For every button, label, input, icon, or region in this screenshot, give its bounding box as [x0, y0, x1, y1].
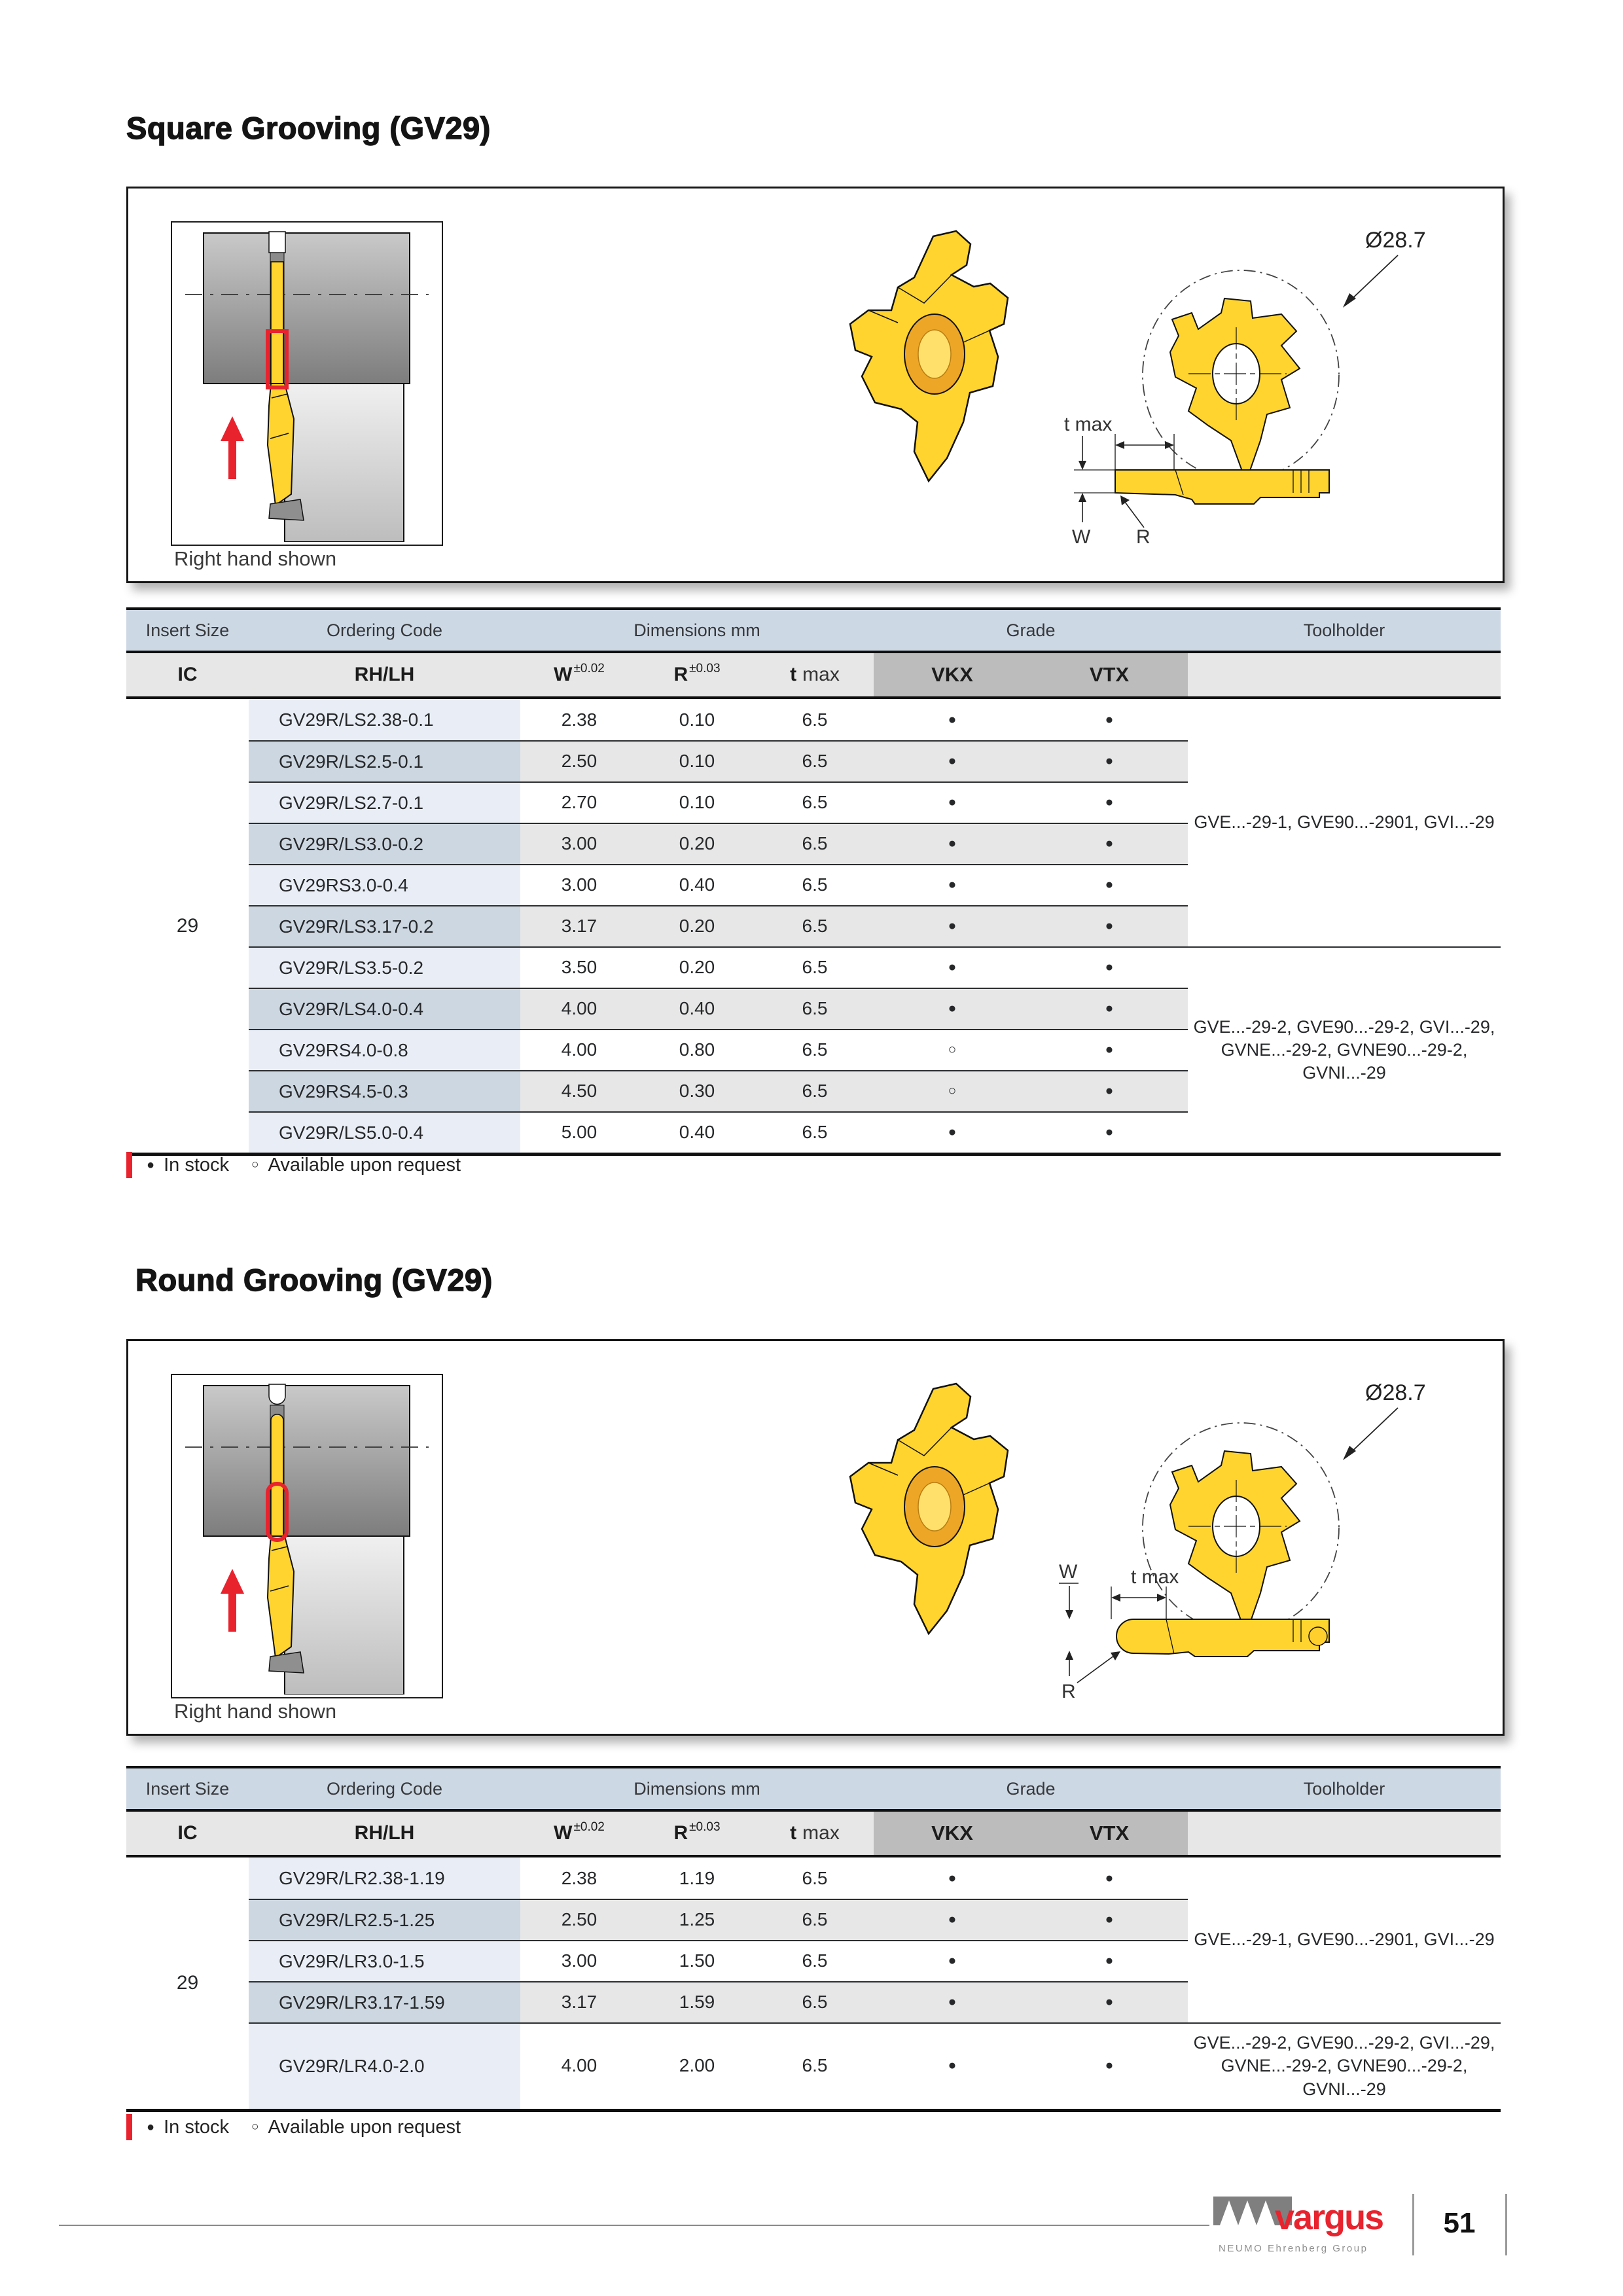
- r-dimension-cell: 1.25: [679, 1909, 715, 1929]
- subheader-rhlh: RH/LH: [354, 1822, 415, 1844]
- vkx-grade-cell: ●: [948, 711, 957, 727]
- toolholder-column: [1188, 1857, 1501, 2109]
- vkx-grade-cell: ●: [948, 1124, 957, 1139]
- col-header-grade: Grade: [1006, 620, 1056, 640]
- w-dimension-cell: 3.00: [561, 1950, 597, 1971]
- tmax-dimension-cell: 6.5: [802, 2055, 828, 2075]
- on-request-label: Available upon request: [268, 1154, 461, 1175]
- vkx-grade-cell: ●: [948, 794, 957, 810]
- in-stock-label: In stock: [164, 1154, 230, 1175]
- toolholder-group-2: GVE...-29-2, GVE90...-29-2, GVI...-29, GVNE...-29-2, GVNE90...-29-2, GVNI...-29: [1188, 946, 1501, 1153]
- caption-right-hand: Right hand shown: [174, 547, 337, 570]
- w-dimension-cell: 5.00: [561, 1121, 597, 1142]
- ordering-code-cell: GV29R/LR4.0-2.0: [249, 2022, 520, 2109]
- grooving-table-square: [126, 607, 1501, 1156]
- w-dimension-cell: 3.17: [561, 915, 597, 936]
- in-stock-label: In stock: [164, 2116, 230, 2138]
- vkx-grade-cell: ●: [948, 1870, 957, 1886]
- vtx-grade-cell: ●: [1105, 1911, 1114, 1927]
- insert-size-value: 29: [176, 1972, 199, 1994]
- tmax-dimension-cell: 6.5: [802, 1867, 828, 1888]
- tmax-dim-label: t max: [1064, 414, 1113, 435]
- ordering-code-cell: GV29R/LS2.38-0.1: [249, 699, 520, 740]
- stock-legend: [126, 2114, 461, 2140]
- subheader-r: R ±0.03: [673, 662, 721, 685]
- vkx-grade-cell: ●: [948, 1000, 957, 1016]
- r-dimension-cell: 0.80: [679, 1039, 715, 1060]
- grooving-cross-section-round-icon: [172, 1375, 439, 1695]
- diameter-label: Ø28.7: [1365, 228, 1426, 253]
- section-title-round: Round Grooving (GV29): [135, 1263, 493, 1297]
- ordering-code-cell: GV29R/LR2.5-1.25: [249, 1899, 520, 1940]
- tmax-dimension-cell: 6.5: [802, 1950, 828, 1971]
- col-header-toolholder: Toolholder: [1303, 620, 1385, 640]
- brand-subtitle: NEUMO Ehrenberg Group: [1219, 2243, 1368, 2254]
- w-dimension-cell: 2.38: [561, 709, 597, 730]
- w-dimension-cell: 3.50: [561, 956, 597, 977]
- w-dimension-cell: 3.00: [561, 874, 597, 895]
- vtx-grade-cell: ●: [1105, 918, 1114, 933]
- vtx-grade-cell: ●: [1105, 2058, 1114, 2073]
- tmax-dimension-cell: 6.5: [802, 997, 828, 1018]
- ordering-code-cell: GV29R/LS2.7-0.1: [249, 781, 520, 823]
- vargus-logo: [1212, 2193, 1408, 2258]
- vtx-grade-cell: ●: [1105, 876, 1114, 892]
- toolholder-column: [1188, 699, 1501, 1153]
- w-dimension-cell: 2.50: [561, 1909, 597, 1929]
- subheader-vkx: VKX: [931, 663, 973, 686]
- col-header-ordering-code: Ordering Code: [326, 620, 443, 640]
- toolholder-group-2: GVE...-29-2, GVE90...-29-2, GVI...-29, GVNE...-29-2, GVNE90...-29-2, GVNI...-29: [1188, 2022, 1501, 2109]
- w-dimension-cell: 4.50: [561, 1080, 597, 1101]
- tmax-dim-label: t max: [1131, 1566, 1179, 1588]
- r-dimension-cell: 0.40: [679, 1121, 715, 1142]
- vtx-grade-cell: ●: [1105, 959, 1114, 975]
- r-dim-label: R: [1061, 1681, 1076, 1702]
- subheader-w: W ±0.02: [554, 662, 605, 685]
- r-dimension-cell: 0.40: [679, 997, 715, 1018]
- stock-legend: [126, 1152, 461, 1178]
- insert-profile-dims-round-icon: [1038, 1557, 1365, 1721]
- grooving-table-round: [126, 1766, 1501, 2112]
- r-dimension-cell: 0.40: [679, 874, 715, 895]
- tmax-dimension-cell: 6.5: [802, 1080, 828, 1101]
- legend-red-bar-icon: [126, 2114, 132, 2140]
- section-title-square: Square Grooving (GV29): [126, 111, 491, 145]
- r-dimension-cell: 0.10: [679, 791, 715, 812]
- col-header-insert-size: Insert Size: [145, 1778, 230, 1799]
- ordering-code-cell: GV29RS4.0-0.8: [249, 1029, 520, 1070]
- vtx-grade-cell: ●: [1105, 1124, 1114, 1139]
- tmax-dimension-cell: 6.5: [802, 1991, 828, 2012]
- tmax-dimension-cell: 6.5: [802, 833, 828, 853]
- col-header-dimensions: Dimensions mm: [633, 620, 760, 640]
- vtx-grade-cell: ●: [1105, 753, 1114, 768]
- brand-name: vargus: [1275, 2198, 1383, 2237]
- r-dim-label: R: [1136, 526, 1150, 548]
- on-request-label: Available upon request: [268, 2116, 461, 2138]
- tmax-dimension-cell: 6.5: [802, 709, 828, 730]
- ordering-code-cell: GV29R/LR3.17-1.59: [249, 1981, 520, 2022]
- table-body: [126, 699, 1501, 1156]
- vkx-grade-cell: ●: [948, 753, 957, 768]
- table-subheader-row: [126, 1812, 1501, 1857]
- cross-section-drawing: [171, 221, 443, 546]
- toolholder-group-1: GVE...-29-1, GVE90...-2901, GVI...-29: [1194, 1929, 1495, 1950]
- vtx-grade-cell: ●: [1105, 711, 1114, 727]
- ordering-code-cell: GV29R/LR2.38-1.19: [249, 1857, 520, 1899]
- cross-section-drawing: [171, 1374, 443, 1698]
- vkx-grade-cell: ●: [948, 1952, 957, 1968]
- vkx-grade-cell: ●: [948, 918, 957, 933]
- vtx-grade-cell: ●: [1105, 794, 1114, 810]
- vtx-grade-cell: ●: [1105, 1083, 1114, 1098]
- w-dimension-cell: 3.00: [561, 833, 597, 853]
- r-dimension-cell: 0.30: [679, 1080, 715, 1101]
- vkx-grade-cell: ●: [948, 1911, 957, 1927]
- vkx-grade-cell: ●: [948, 959, 957, 975]
- col-header-grade: Grade: [1006, 1778, 1056, 1799]
- diagram-panel-round: [126, 1339, 1505, 1736]
- ordering-code-cell: GV29RS4.5-0.3: [249, 1070, 520, 1111]
- vtx-grade-cell: ●: [1105, 1000, 1114, 1016]
- col-header-toolholder: Toolholder: [1303, 1778, 1385, 1799]
- tmax-dimension-cell: 6.5: [802, 791, 828, 812]
- toolholder-group-1: GVE...-29-1, GVE90...-2901, GVI...-29: [1194, 812, 1495, 833]
- in-stock-dot-icon: ●: [147, 2119, 155, 2134]
- vtx-grade-cell: ●: [1105, 1041, 1114, 1057]
- r-dimension-cell: 0.20: [679, 833, 715, 853]
- w-dim-label: W: [1059, 1561, 1078, 1583]
- w-dimension-cell: 4.00: [561, 997, 597, 1018]
- footer-rule: [59, 2225, 1209, 2226]
- ordering-code-cell: GV29R/LR3.0-1.5: [249, 1940, 520, 1981]
- ordering-code-cell: GV29R/LS4.0-0.4: [249, 988, 520, 1029]
- w-dimension-cell: 4.00: [561, 1039, 597, 1060]
- ordering-code-cell: GV29R/LS2.5-0.1: [249, 740, 520, 781]
- vtx-grade-cell: ●: [1105, 1994, 1114, 2009]
- ordering-code-cell: GV29R/LS3.17-0.2: [249, 905, 520, 946]
- vkx-grade-cell: ○: [948, 1041, 957, 1057]
- insert-size-value: 29: [176, 914, 199, 937]
- r-dimension-cell: 1.50: [679, 1950, 715, 1971]
- r-dimension-cell: 0.20: [679, 915, 715, 936]
- r-dimension-cell: 0.10: [679, 750, 715, 771]
- w-dimension-cell: 2.50: [561, 750, 597, 771]
- r-dimension-cell: 1.59: [679, 1991, 715, 2012]
- table-subheader-row: [126, 653, 1501, 699]
- tmax-dimension-cell: 6.5: [802, 1121, 828, 1142]
- diagram-panel-square: [126, 187, 1505, 583]
- vtx-grade-cell: ●: [1105, 1870, 1114, 1886]
- subheader-vtx: VTX: [1089, 1821, 1130, 1844]
- tmax-dimension-cell: 6.5: [802, 956, 828, 977]
- table-header-row: [126, 607, 1501, 653]
- vkx-grade-cell: ●: [948, 835, 957, 851]
- tmax-dimension-cell: 6.5: [802, 915, 828, 936]
- tmax-dimension-cell: 6.5: [802, 750, 828, 771]
- tmax-dimension-cell: 6.5: [802, 1909, 828, 1929]
- subheader-ic: IC: [177, 664, 198, 685]
- diameter-label: Ø28.7: [1365, 1380, 1426, 1405]
- subheader-vkx: VKX: [931, 1821, 973, 1844]
- col-header-insert-size: Insert Size: [145, 620, 230, 640]
- r-dimension-cell: 1.19: [679, 1867, 715, 1888]
- vkx-grade-cell: ●: [948, 2058, 957, 2073]
- subheader-r: R ±0.03: [673, 1820, 721, 1844]
- r-dimension-cell: 0.20: [679, 956, 715, 977]
- in-stock-dot-icon: ●: [147, 1157, 155, 1172]
- vkx-grade-cell: ○: [948, 1083, 957, 1098]
- legend-red-bar-icon: [126, 1152, 132, 1178]
- on-request-circle-icon: ○: [251, 1158, 259, 1172]
- w-dimension-cell: 2.38: [561, 1867, 597, 1888]
- subheader-ic: IC: [177, 1822, 198, 1844]
- footer-divider-icon: [1505, 2194, 1507, 2255]
- w-dim-label: W: [1072, 526, 1091, 548]
- grooving-cross-section-square-icon: [172, 223, 439, 542]
- w-dimension-cell: 3.17: [561, 1991, 597, 2012]
- ordering-code-cell: GV29RS3.0-0.4: [249, 864, 520, 905]
- w-dimension-cell: 4.00: [561, 2055, 597, 2075]
- subheader-w: W ±0.02: [554, 1820, 605, 1844]
- tmax-dimension-cell: 6.5: [802, 874, 828, 895]
- caption-right-hand: Right hand shown: [174, 1700, 337, 1723]
- insert-profile-dims-square-icon: [1038, 404, 1365, 568]
- table-header-row: [126, 1766, 1501, 1812]
- subheader-tmax: t max: [790, 1822, 840, 1844]
- col-header-ordering-code: Ordering Code: [326, 1778, 443, 1799]
- subheader-vtx: VTX: [1089, 663, 1130, 686]
- page-number: 51: [1443, 2207, 1476, 2239]
- r-dimension-cell: 0.10: [679, 709, 715, 730]
- vkx-grade-cell: ●: [948, 1994, 957, 2009]
- subheader-tmax: t max: [790, 664, 840, 685]
- ordering-code-cell: GV29R/LS3.0-0.2: [249, 823, 520, 864]
- table-body: [126, 1857, 1501, 2112]
- r-dimension-cell: 2.00: [679, 2055, 715, 2075]
- ordering-code-cell: GV29R/LS5.0-0.4: [249, 1111, 520, 1153]
- tmax-dimension-cell: 6.5: [802, 1039, 828, 1060]
- on-request-circle-icon: ○: [251, 2120, 259, 2134]
- col-header-dimensions: Dimensions mm: [633, 1778, 760, 1799]
- vtx-grade-cell: ●: [1105, 1952, 1114, 1968]
- vtx-grade-cell: ●: [1105, 835, 1114, 851]
- vkx-grade-cell: ●: [948, 876, 957, 892]
- ordering-code-cell: GV29R/LS3.5-0.2: [249, 946, 520, 988]
- w-dimension-cell: 2.70: [561, 791, 597, 812]
- footer-divider-icon: [1412, 2194, 1414, 2255]
- subheader-rhlh: RH/LH: [354, 664, 415, 685]
